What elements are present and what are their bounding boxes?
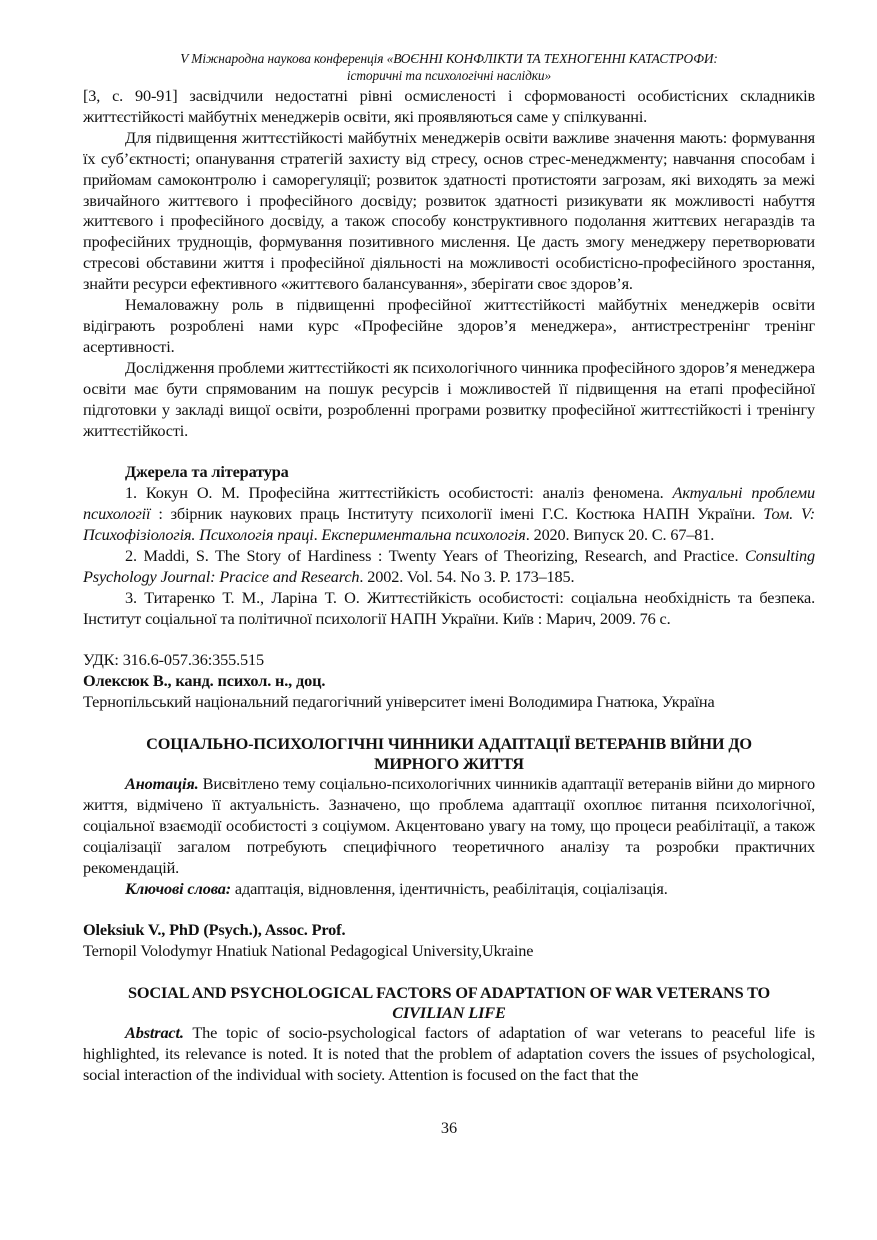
reference-text: : збірник наукових праць Інституту психології імені Г.С. Костюка НАПН України. bbox=[150, 504, 764, 524]
running-header bbox=[83, 50, 815, 84]
header-line-1: V Міжнародна наукова конференція «ВОЄННІ КОНФЛІКТИ ТА ТЕХНОГЕННІ КАТАСТРОФИ: bbox=[180, 51, 718, 66]
reference-text: . bbox=[313, 525, 322, 545]
reference-source-italic: Експериментальна психологія bbox=[321, 525, 526, 545]
body-paragraph: [3, с. 90-91] засвідчили недостатні рівні осмисленості і сформованості особистісних складників життєстійкості майбутніх менеджерів освіти, які проявляються саме у спілкуванні. bbox=[83, 86, 815, 126]
reference-item bbox=[83, 483, 815, 546]
title-line: СОЦІАЛЬНО-ПСИХОЛОГІЧНІ ЧИННИКИ АДАПТАЦІЇ ВЕТЕРАНІВ ВІЙНИ ДО bbox=[146, 734, 752, 754]
body-paragraph: Для підвищення життєстійкості майбутніх менеджерів освіти важливе значення мають: формування їх суб’єктності; опанування стратегій захисту від стресу, основ стрес-менеджменту; навчання способам і прийомам самоконтролю і саморегуляції; розвиток здатності протистояти загрозам, які виходять за межі звичайного життєвого і професійного досвіду; розвиток здатності ризикувати як можливості набуття життєвого і професійного досвіду, а також способу конструктивного подолання життєвих негараздів та професійних труднощів, формування позитивного мислення. Це дасть змогу менеджеру перетворювати стресові обставини життя і професійної діяльності на можливості особистісно-професійного зростання, знайти ресурси ефективного «життєвого балансування», зберігати своє здоров’я. bbox=[83, 127, 815, 294]
spacer bbox=[83, 962, 815, 983]
article-title-ua bbox=[83, 734, 815, 774]
reference-source-italic: Consulting Psychology Journal: Pracice and Research bbox=[83, 545, 815, 586]
reference-source-italic: Том. V: Психофізіологія. Психологія праці bbox=[83, 504, 815, 545]
spacer bbox=[83, 899, 815, 920]
udc-code: УДК: 316.6-057.36:355.515 bbox=[83, 650, 264, 670]
references-heading: Джерела та література bbox=[125, 462, 289, 482]
reference-text: . 2002. Vol. 54. No 3. P. 173–185. bbox=[359, 566, 575, 586]
title-line: МИРНОГО ЖИТТЯ bbox=[374, 754, 524, 774]
keywords-label: Ключові слова: bbox=[125, 878, 231, 898]
reference-text: 2. Maddi, S. The Story of Hardiness : Twenty Years of Theorizing, Research, and Practice. bbox=[125, 545, 746, 565]
abstract-text: The topic of socio-psychological factors of adaptation of war veterans to peaceful life is highlighted, its relevance is noted. It is noted that the problem of adaptation covers the issues of psychological, social interaction of the individual with society. Attention is focused on the fact that the bbox=[83, 1023, 815, 1084]
affiliation-en: Ternopil Volodymyr Hnatiuk National Pedagogical University,Ukraine bbox=[83, 941, 534, 961]
keywords-ua bbox=[83, 879, 815, 900]
page-body bbox=[83, 86, 815, 1086]
annotation-ua bbox=[83, 774, 815, 879]
header-line-2: історичні та психологічні наслідки» bbox=[346, 68, 552, 83]
affiliation-ua: Тернопільський національний педагогічний університет імені Володимира Гнатюка, Україна bbox=[83, 692, 715, 712]
reference-text: . 2020. Випуск 20. С. 67–81. bbox=[525, 525, 715, 545]
spacer bbox=[83, 713, 815, 734]
reference-source-italic: Актуальні проблеми психології bbox=[83, 483, 815, 524]
abstract-en bbox=[83, 1023, 815, 1086]
annotation-text: Висвітлено тему соціально-психологічних чинників адаптації ветеранів війни до мирного життя, відмічено її актуальність. Зазначено, що проблема адаптації охоплює питання психологічної, соціальної взаємодії особистості з соціумом. Акцентовано увагу на тому, що процеси реабілітації, а також соціалізації загалом потребують специфічного теоретичного аналізу та розробки практичних рекомендацій. bbox=[83, 774, 815, 877]
title-line: CIVILIAN LIFE bbox=[392, 1003, 506, 1023]
reference-item: 3. Титаренко Т. М., Ларіна Т. О. Життєстійкість особистості: соціальна необхідність та безпека. Інститут соціальної та політичної психології НАПН України. Київ : Марич, 2009. 76 с. bbox=[83, 587, 815, 628]
keywords-text: адаптація, відновлення, ідентичність, реабілітація, соціалізація. bbox=[230, 878, 668, 898]
author-ua: Олексюк В., канд. психол. н., доц. bbox=[83, 671, 326, 691]
spacer bbox=[83, 441, 815, 462]
body-paragraph: Дослідження проблеми життєстійкості як психологічного чинника професійного здоров’я менеджера освіти має бути спрямованим на пошук ресурсів і можливостей її підвищення на етапі професійної підготовки у закладі вищої освіти, розробленні програми розвитку професійної життєстійкості і тренінгу життєстійкості. bbox=[83, 357, 815, 440]
spacer bbox=[83, 630, 815, 651]
article-title-en bbox=[83, 983, 815, 1023]
title-line: SOCIAL AND PSYCHOLOGICAL FACTORS OF ADAPTATION OF WAR VETERANS TO bbox=[127, 983, 771, 1003]
page-number: 36 bbox=[440, 1118, 458, 1137]
abstract-label: Abstract. bbox=[125, 1023, 184, 1043]
author-en: Oleksiuk V., PhD (Psych.), Assoc. Prof. bbox=[83, 920, 346, 940]
body-paragraph: Немаловажну роль в підвищенні професійної життєстійкості майбутніх менеджерів освіти відіграють розроблені нами курс «Професійне здоров’я менеджера», антистрестренінг тренінг асертивності. bbox=[83, 295, 815, 356]
annotation-label: Анотація. bbox=[125, 774, 199, 794]
reference-item bbox=[83, 546, 815, 588]
reference-text: 1. Кокун О. М. Професійна життєстійкість особистості: аналіз феномена. bbox=[125, 483, 673, 503]
